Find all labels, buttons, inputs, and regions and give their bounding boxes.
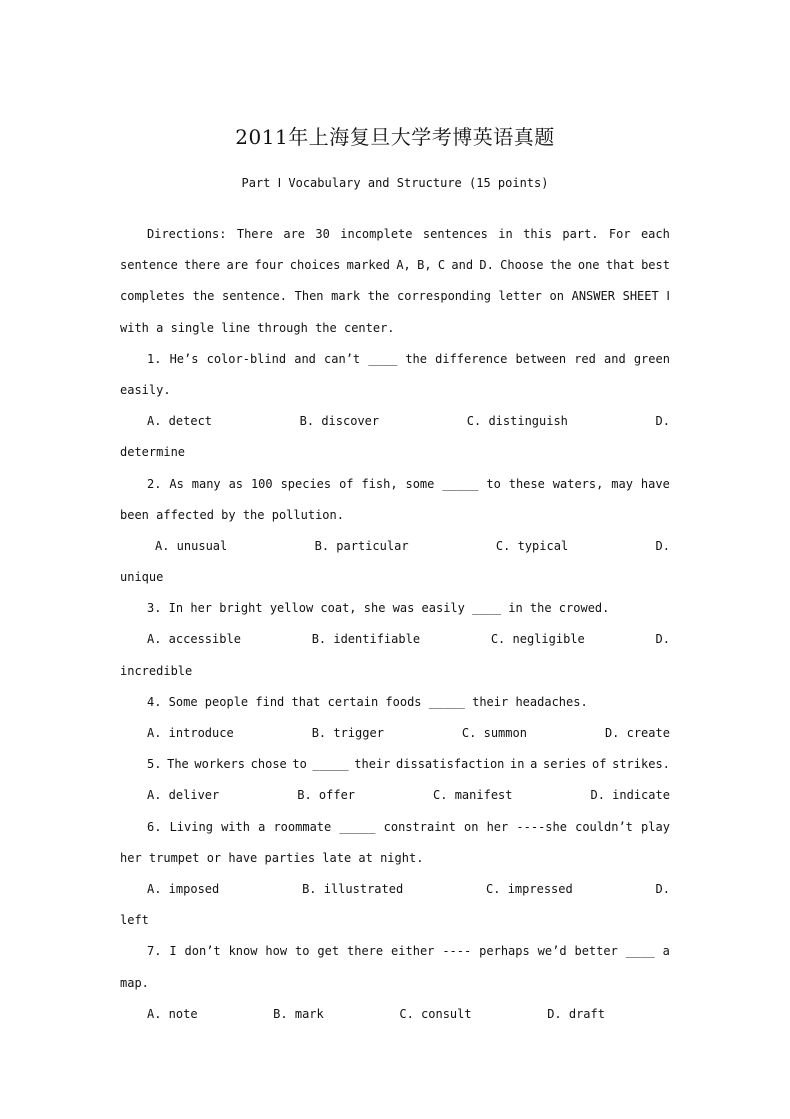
word: B, — [417, 258, 432, 273]
answer-option: D. — [655, 632, 670, 647]
word: For — [608, 227, 631, 241]
question-7-stem-line-2: map. — [120, 975, 149, 990]
word: _____ — [339, 819, 376, 834]
word: to — [295, 944, 310, 959]
answer-option: B. offer — [297, 788, 356, 803]
word: ANSWER — [571, 289, 615, 304]
word: either — [391, 944, 435, 959]
word: completes — [120, 289, 186, 304]
word: there — [184, 258, 221, 273]
word: as — [228, 476, 244, 491]
word: in — [510, 757, 525, 772]
word: workers — [194, 757, 245, 772]
word: dissatisfaction — [396, 757, 505, 772]
word: part. — [562, 227, 599, 241]
word: There — [236, 227, 273, 241]
answer-option: B. trigger — [311, 726, 384, 740]
word: incomplete — [340, 227, 413, 241]
answer-option: A. imposed — [147, 881, 220, 896]
word: one — [577, 258, 600, 273]
question-2-stem-line-2: been affected by the pollution. — [120, 507, 344, 522]
word: how — [265, 944, 288, 959]
word: sentence — [120, 258, 178, 273]
answer-option: D. draft — [547, 1006, 605, 1021]
word: and — [604, 351, 626, 366]
word: letter — [498, 289, 542, 304]
word: mark — [331, 289, 361, 304]
answer-option: B. mark — [273, 1006, 324, 1021]
document-body — [120, 219, 670, 1030]
question-2-stem-line-1 — [120, 469, 670, 500]
word: Living — [169, 819, 213, 834]
word: color-blind — [206, 351, 287, 366]
word: Ⅰ — [666, 289, 670, 304]
word: that — [605, 258, 635, 273]
word: He’s — [169, 351, 199, 366]
answer-option: B. discover — [299, 414, 380, 429]
word: these — [508, 476, 545, 491]
question-6-options — [120, 874, 670, 905]
word: ----she — [516, 819, 567, 834]
word: this — [523, 227, 553, 241]
word: on — [464, 819, 479, 834]
word: C — [437, 258, 446, 273]
word: 30 — [315, 227, 330, 241]
word: strikes. — [612, 757, 670, 772]
directions-line-4: with a single line through the center. — [120, 320, 395, 335]
question-3-option-wrap: incredible — [120, 663, 193, 678]
question-1-option-wrap: determine — [120, 445, 186, 460]
word: 2. — [147, 476, 162, 491]
answer-option: A. accessible — [147, 632, 241, 647]
word: 100 — [250, 476, 273, 491]
word: D. — [479, 258, 494, 273]
word: difference — [435, 351, 508, 366]
question-7-stem-line-1 — [120, 936, 670, 967]
directions-line-1 — [120, 219, 670, 250]
word: of — [339, 476, 354, 491]
word: in — [498, 227, 513, 241]
word: ____ — [368, 351, 398, 366]
document-title: 2011年上海复旦大学考博英语真题 — [235, 125, 555, 149]
answer-option: C. negligible — [490, 632, 585, 647]
word: green — [633, 351, 670, 366]
word: four — [254, 258, 284, 273]
word: chose — [250, 757, 287, 772]
answer-option: A. detect — [147, 414, 213, 429]
word: are — [283, 227, 306, 241]
word: the — [367, 289, 390, 304]
question-4-options — [120, 718, 670, 749]
word: with — [221, 819, 250, 834]
word: are — [226, 258, 249, 273]
word: can’t — [324, 351, 361, 366]
question-6-stem-line-1 — [120, 812, 670, 843]
word: the — [405, 351, 427, 366]
word: roommate — [273, 819, 332, 834]
question-1-stem-line-2: easily. — [120, 382, 171, 397]
word: couldn’t — [575, 819, 633, 834]
word: a — [662, 944, 670, 959]
word: a — [258, 819, 266, 834]
question-1-stem-line-1 — [120, 344, 670, 375]
question-3-options — [120, 624, 670, 655]
answer-option: D. — [655, 414, 670, 429]
word: _____ — [442, 476, 479, 491]
word: sentences — [422, 227, 488, 241]
word: many — [191, 476, 221, 491]
word: Then — [294, 289, 324, 304]
question-2-option-wrap: unique — [120, 570, 164, 585]
word: of — [592, 757, 607, 772]
question-4-stem: 4. Some people find that certain foods _____ their headaches. — [147, 694, 588, 709]
word: better — [574, 944, 618, 959]
answer-option: A. unusual — [155, 538, 228, 553]
word: waters, — [552, 476, 604, 491]
answer-option: C. typical — [495, 538, 569, 553]
word: species — [280, 476, 332, 491]
word: A, — [396, 258, 411, 273]
word: there — [347, 944, 384, 959]
word: 1. — [147, 351, 162, 366]
question-2-options — [120, 531, 670, 562]
word: each — [640, 227, 670, 241]
word: The — [167, 757, 189, 772]
word: some — [405, 476, 435, 491]
question-7-options — [120, 999, 670, 1030]
answer-option: D. — [655, 881, 670, 896]
word: constraint — [383, 819, 456, 834]
answer-option: D. — [655, 538, 670, 553]
word: 5. — [147, 757, 162, 772]
word: series — [543, 757, 587, 772]
question-5-stem — [120, 749, 670, 780]
question-6-stem-line-2: her trumpet or have parties late at night. — [120, 850, 424, 865]
word: Directions: — [147, 227, 227, 241]
word: between — [515, 351, 567, 366]
word: have — [640, 476, 670, 491]
answer-option: C. summon — [461, 726, 527, 740]
word: 7. — [147, 944, 162, 959]
answer-option: C. consult — [399, 1006, 472, 1021]
word: corresponding — [397, 289, 491, 304]
answer-option: B. illustrated — [302, 881, 404, 896]
answer-option: C. impressed — [486, 881, 573, 896]
answer-option: C. manifest — [433, 788, 513, 803]
word: red — [574, 351, 596, 366]
directions-line-3 — [120, 281, 670, 312]
word: As — [169, 476, 184, 491]
word: play — [641, 819, 670, 834]
answer-option: D. create — [604, 726, 670, 740]
word: choices — [289, 258, 341, 273]
question-5-options — [120, 780, 670, 811]
answer-option: C. distinguish — [466, 414, 568, 429]
word: to — [486, 476, 501, 491]
word: I — [169, 944, 177, 959]
word: best — [641, 258, 670, 273]
part-heading: Part Ⅰ Vocabulary and Structure (15 points) — [241, 176, 549, 190]
directions-line-2 — [120, 250, 670, 281]
word: 6. — [147, 819, 162, 834]
word: SHEET — [622, 289, 659, 304]
word: fish, — [361, 476, 398, 491]
word: ---- — [442, 944, 472, 959]
word: know — [228, 944, 258, 959]
question-1-options — [120, 406, 670, 437]
word: ____ — [625, 944, 655, 959]
answer-option: A. introduce — [147, 726, 234, 740]
answer-option: D. indicate — [590, 788, 670, 803]
word: perhaps — [479, 944, 530, 959]
word: _____ — [312, 757, 349, 772]
question-6-option-wrap: left — [120, 913, 149, 928]
word: and — [451, 258, 474, 273]
word: a — [530, 757, 538, 772]
word: her — [486, 819, 509, 834]
answer-option: B. identifiable — [311, 632, 421, 647]
word: the — [549, 258, 572, 273]
word: don’t — [184, 944, 221, 959]
word: their — [354, 757, 391, 772]
answer-option: A. deliver — [147, 788, 220, 803]
word: sentence. — [221, 289, 287, 304]
word: and — [294, 351, 316, 366]
word: on — [549, 289, 564, 304]
answer-option: B. particular — [314, 538, 409, 553]
word: the — [192, 289, 215, 304]
word: marked — [346, 258, 391, 273]
word: we’d — [537, 944, 567, 959]
word: get — [317, 944, 340, 959]
word: to — [292, 757, 307, 772]
word: Choose — [500, 258, 544, 273]
word: may — [611, 476, 633, 491]
question-3-stem: 3. In her bright yellow coat, she was easily ____ in the crowed. — [147, 601, 610, 616]
answer-option: A. note — [147, 1006, 198, 1021]
